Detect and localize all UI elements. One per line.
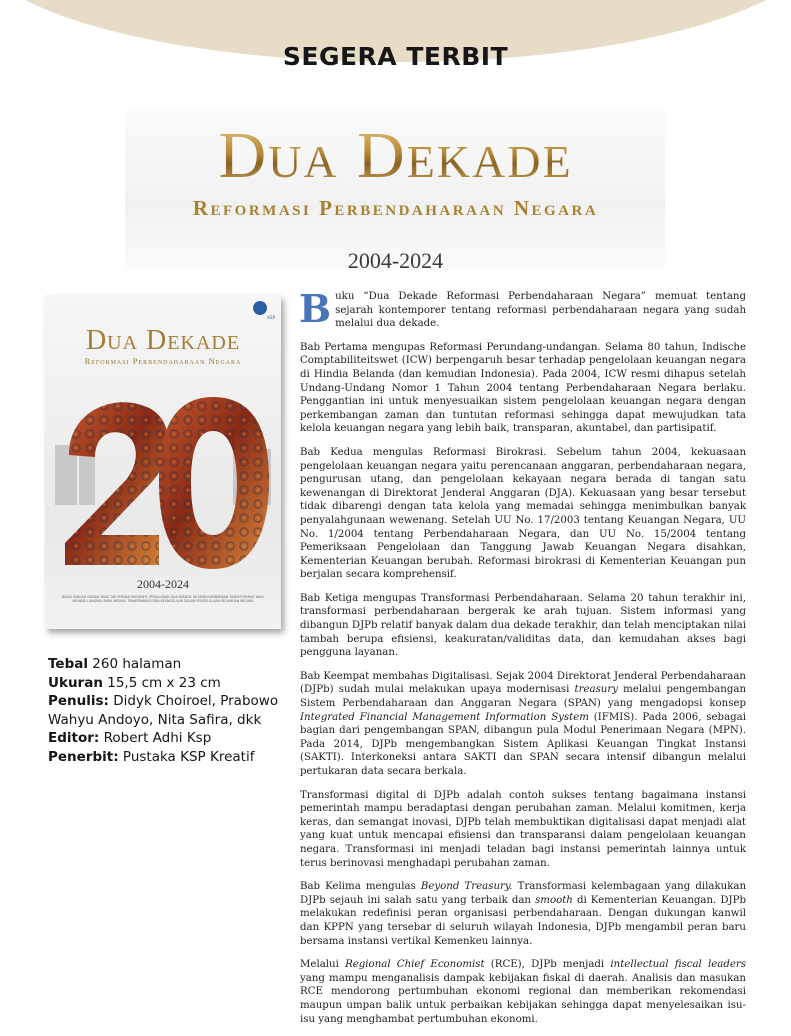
paragraph-chapter-4: Bab Keempat membahas Digitalisasi. Sejak 2004 Direktorat Jenderal Perbendaharaan (DJPb) sudah mulai melakukan upaya modernisasi treasury melalui pengembangan Sistem Perbendaharaan dan Anggaran Negara (SPAN) yang mengadopsi konsep Integrated Financial Management Information System (IFMIS). Pada 2006, sebagai bagian dari pengembangan SPAN, dibangun pula Modul Penerimaan Negara (MPN). Pada 2014, DJPb mengembangkan Sistem Aplikasi Keuangan Tingkat Instansi (SAKTI). Interkoneksi antara SAKTI dan SPAN secara intensif dibangun melalui pertukaran data secara berkala.: [300, 670, 746, 777]
cover-subtitle: Reformasi Perbendaharaan Negara: [84, 356, 242, 366]
hero-subtitle: Reformasi Perbendaharaan Negara: [192, 196, 599, 220]
cover-blurb: BAGAI SEBUAH SUNGAI YANG TAK PERNAH BERHENTI, PERJALANAN DUA DEKADE INI MENGGAMBARKAN TRANSFORMASI YANG MENJADI LANGKAH AWAL MENUJU TRANSPARANSI DAN KEUNGGULAN DALAM PENGELOLAAN KEUANGAN NEGARA: [61, 595, 265, 604]
publisher-logo-text: KSP: [267, 315, 275, 320]
paragraph-chapter-5: Bab Kelima mengulas Beyond Treasury. Transformasi kelembagaan yang dilakukan DJPb sejauh ini salah satu yang terbaik dan smooth di Kementerian Keuangan. DJPb melakukan redefinisi peran organisasi perbendaharaan. Dengan dukungan kanwil dan KPPN yang tersebar di seluruh wilayah Indonesia, DJPb mengambil peran baru bersama instansi vertikal Kemenkeu lainnya.: [300, 881, 746, 947]
cover-title: Dua Dekade: [85, 325, 241, 356]
cover-20-artwork: [55, 385, 271, 575]
paragraph-chapter-3: Bab Ketiga mengupas Transformasi Perbendaharaan. Selama 20 tahun terakhir ini, transformasi perbendaharaan bergerak ke arah tujuan. Sistem informasi yang dibangun DJPb relatif banyak dalam dua dekade terakhir, dan telah menciptakan nilai tambah berupa efisiensi, keakuratan/validitas data, dan kemudahan akses bagi pengguna layanan.: [300, 592, 746, 659]
article-body: [299, 286, 747, 1036]
hero-years: 2004-2024: [347, 248, 444, 273]
paragraph-intro: Buku “Dua Dekade Reformasi Perbendaharaan Negara” memuat tentang sejarah kontemporer tentang reformasi perbendaharaan negara yang sudah melalui dua dekade.: [299, 286, 746, 331]
detail-size: Ukuran 15,5 cm x 23 cm: [48, 674, 221, 691]
cover-years: 2004-2024: [137, 577, 189, 591]
banner-title: SEGERA TERBIT: [282, 42, 509, 71]
paragraph-chapter-2: Bab Kedua mengulas Reformasi Birokrasi. Sebelum tahun 2004, kekuasaan pengelolaan keuangan negara yaitu perencanaan anggaran, perbendaharaan negara, pengurusan utang, dan pengelolaan kekayaan negara berada di tangan satu kewenangan di Direktorat Jenderal Anggaran (DJA). Kekuasaan yang besar tersebut tidak dibarengi dengan tata kelola yang memadai sehingga menimbulkan banyak penyalahgunaan wewenang. Setelah UU No. 17/2003 tentang Keuangan Negara, UU No. 1/2004 tentang Perbendaharaan Negara, dan UU No. 15/2004 tentang Pemeriksaan Pengelolaan dan Tanggung Jawab Keuangan Negara disahkan, Kementerian Keuangan berubah. Reformasi birokrasi di Kementerian Keuangan pun berjalan secara komprehensif.: [300, 446, 746, 581]
paragraph-rce: Melalui Regional Chief Economist (RCE), DJPb menjadi intellectual fiscal leaders yang mampu menganalisis dampak kebijakan fiskal di daerah. Analisis dan masukan RCE mendorong pertumbuhan ekonomi regional dan memberikan rekomendasi maupun umpan balik untuk perbaikan kebijakan sehingga dapat menyelesaikan isu-isu yang menghambat pertumbuhan ekonomi.: [300, 959, 747, 1025]
paragraph-chapter-1: Bab Pertama mengupas Reformasi Perundang-undangan. Selama 80 tahun, Indische Comptabiliteitswet (ICW) berpengaruh besar terhadap pengelolaan keuangan negara di Hindia Belanda (dan kemudian Indonesia). Pada 2004, ICW resmi dihapus setelah Undang-Undang Nomor 1 Tahun 2004 tentang Perbendaharaan Negara berlaku. Penggantian ini untuk menyesuaikan sistem pengelolaan keuangan negara dengan perkembangan zaman dan tuntutan reformasi sehingga dapat mewujudkan tata kelola keuangan negara yang lebih baik, transparan, akuntabel, dan partisipatif.: [300, 341, 746, 435]
publisher-logo-icon: [253, 301, 267, 315]
dropcap: B: [299, 286, 332, 331]
detail-publisher: Penerbit: Pustaka KSP Kreatif: [48, 748, 255, 765]
detail-pages: Tebal 260 halaman: [48, 656, 182, 672]
detail-editor: Editor: Robert Adhi Ksp: [48, 730, 212, 746]
book-details: [48, 655, 288, 766]
detail-authors: Penulis: Didyk Choiroel, Prabowo Wahyu Andoyo, Nita Safira, dkk: [48, 693, 279, 728]
paragraph-digital-transformation: Transformasi digital di DJPb adalah contoh sukses tentang bagaimana instansi pemerintah mampu beradaptasi dengan perubahan zaman. Melalui komitmen, kerja keras, dan semangat inovasi, DJPb telah membuktikan digitalisasi dapat menjadi alat yang kuat untuk mencapai efisiensi dan transparansi dalam pengelolaan keuangan negara. Transformasi ini menjadi teladan bagi instansi pemerintah lainnya untuk terus berinovasi menghadapi perubahan zaman.: [300, 789, 746, 869]
hero-title: Dua Dekade: [0, 118, 791, 194]
book-cover: [45, 295, 281, 629]
